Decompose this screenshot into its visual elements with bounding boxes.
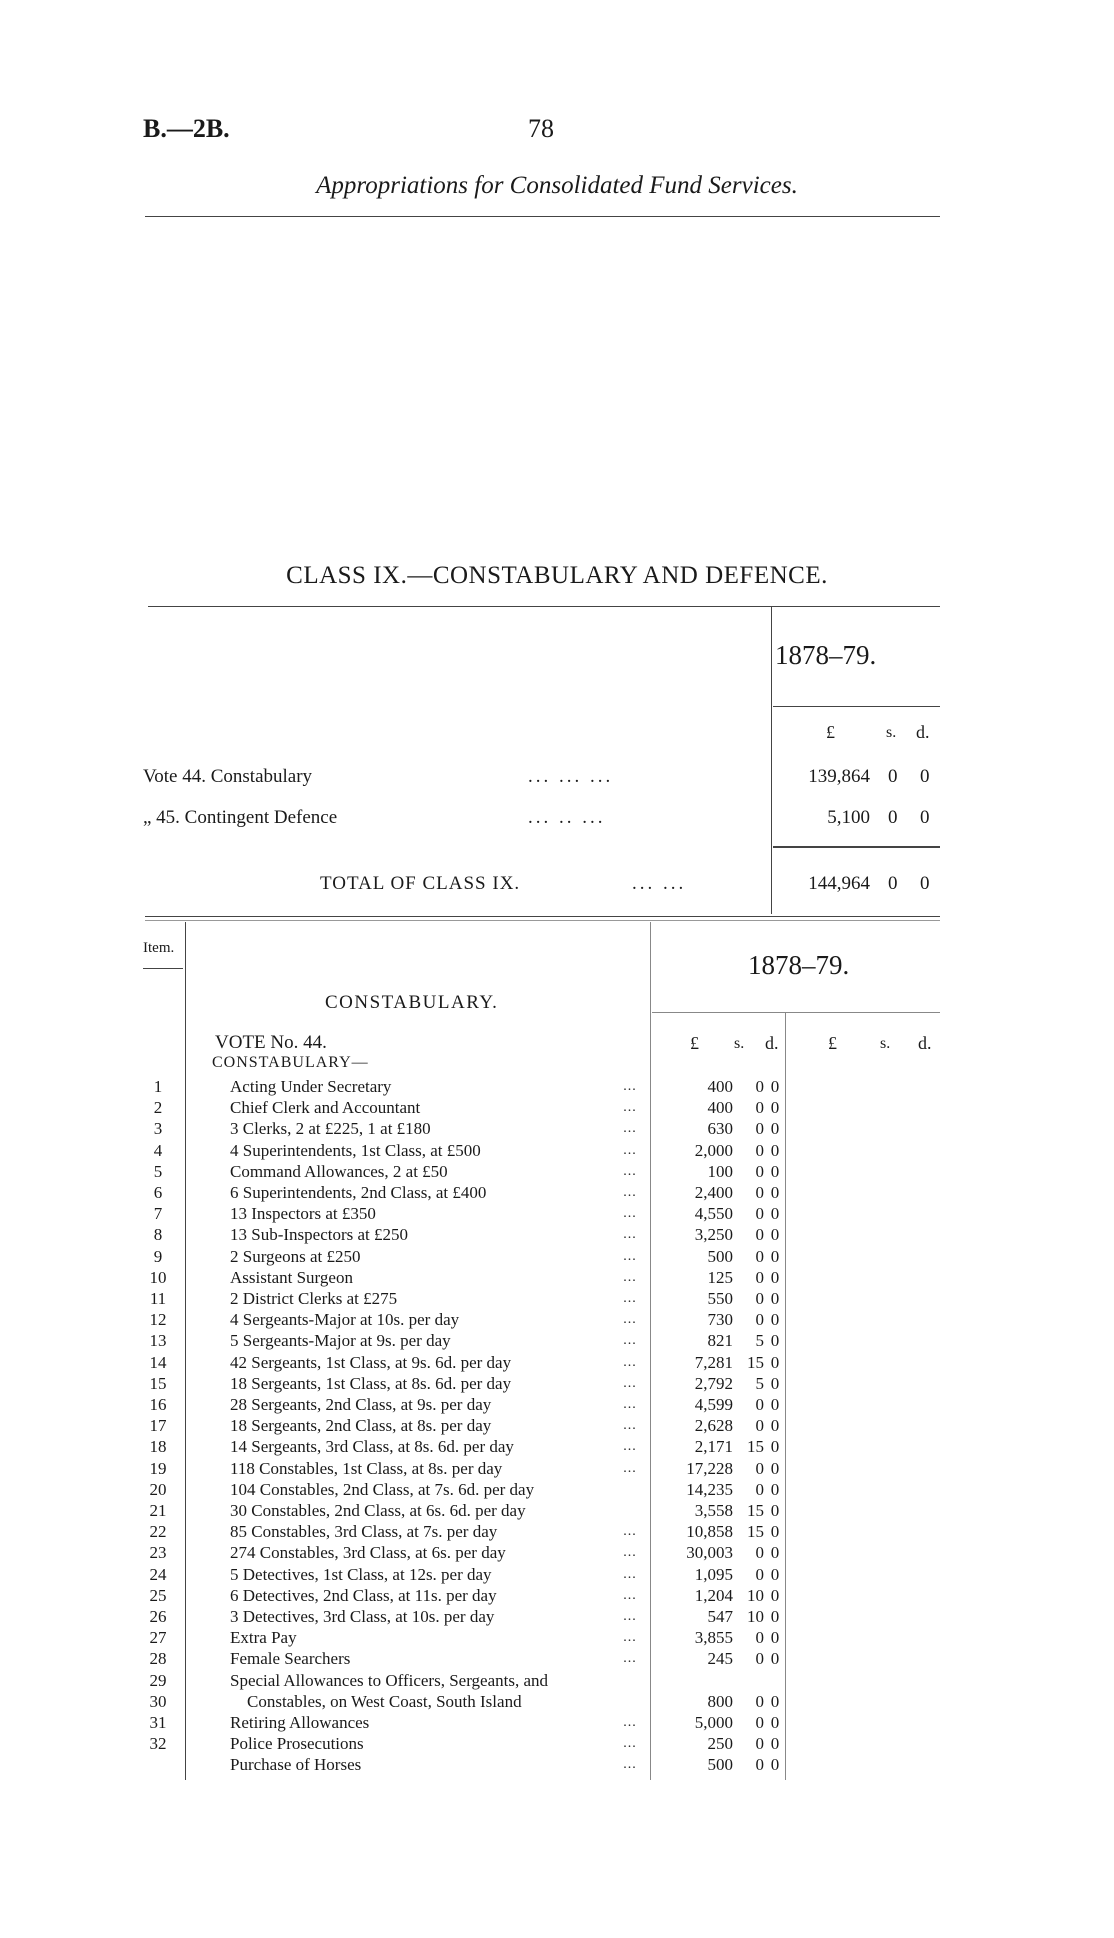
table-row — [0, 1606, 1114, 1627]
amount-shillings: 0 — [755, 1479, 764, 1499]
section-title: CONSTABULARY. — [325, 992, 499, 1013]
amount-shillings: 0 — [755, 1098, 764, 1118]
item-number: 12 — [149, 1310, 167, 1330]
detail-pounds-header-2: £ — [828, 1033, 837, 1053]
amount-shillings: 0 — [755, 1246, 764, 1266]
document-reference: B.—2B. — [143, 114, 230, 143]
amount-pounds: 2,400 — [694, 1183, 733, 1202]
amount-pence: 0 — [770, 1713, 780, 1732]
table-row — [0, 1479, 1114, 1500]
amount-pounds: 3,250 — [694, 1225, 733, 1245]
amount-shillings: 0 — [755, 1289, 764, 1308]
item-description: 4 Sergeants-Major at 10s. per day — [230, 1310, 460, 1330]
item-description: 13 Sub-Inspectors at £250 — [230, 1225, 409, 1245]
total-shillings: 0 — [888, 873, 898, 894]
item-number: 2 — [153, 1098, 163, 1118]
item-number: 10 — [149, 1267, 167, 1287]
table-row — [0, 1140, 1114, 1161]
amount-pounds: 800 — [707, 1691, 733, 1711]
item-number: 1 — [153, 1077, 163, 1096]
item-number: 20 — [149, 1479, 167, 1499]
summary-subtotal-rule — [773, 846, 940, 848]
amount-pounds: 1,204 — [694, 1585, 733, 1605]
dot-leader: ... — [623, 1715, 637, 1730]
summary-top-rule — [148, 606, 940, 607]
item-number: 5 — [153, 1161, 163, 1181]
detail-pence-header-2: d. — [918, 1033, 932, 1053]
table-row — [0, 1733, 1114, 1754]
amount-pence: 0 — [770, 1458, 780, 1478]
amount-pounds: 500 — [707, 1755, 733, 1775]
item-description: 3 Clerks, 2 at £225, 1 at £180 — [230, 1119, 431, 1139]
amount-pounds: 2,628 — [694, 1416, 733, 1436]
header-rule — [145, 216, 940, 217]
amount-pounds: 547 — [707, 1607, 733, 1626]
summary-row-label: Vote 44. Constabulary — [143, 766, 313, 787]
amount-shillings: 0 — [755, 1225, 764, 1245]
amount-pounds: 2,792 — [694, 1373, 733, 1393]
amount-pounds: 730 — [707, 1310, 733, 1330]
page-number: 78 — [528, 114, 554, 143]
amount-pence: 0 — [770, 1628, 780, 1648]
amount-pence: 0 — [770, 1077, 780, 1096]
item-number: 7 — [153, 1204, 163, 1224]
item-header-rule — [143, 968, 183, 969]
summary-row-shillings: 0 — [888, 807, 898, 828]
detail-pounds-header: £ — [690, 1033, 699, 1053]
amount-shillings: 0 — [755, 1310, 764, 1330]
table-row — [0, 1182, 1114, 1203]
item-description: Assistant Surgeon — [230, 1267, 353, 1287]
table-row — [0, 1118, 1114, 1139]
amount-pence: 0 — [770, 1225, 780, 1245]
dot-leader: ... — [623, 1227, 637, 1243]
dot-leader: ... — [623, 1651, 637, 1667]
item-description: 3 Detectives, 3rd Class, at 10s. per day — [230, 1607, 495, 1626]
item-description: Female Searchers — [230, 1649, 351, 1669]
amount-pounds: 2,171 — [694, 1437, 733, 1457]
table-row — [0, 1436, 1114, 1457]
table-row — [0, 1458, 1114, 1479]
dot-leader: ... — [623, 1185, 637, 1200]
amount-pence: 0 — [770, 1204, 780, 1224]
amount-shillings: 0 — [755, 1395, 764, 1414]
item-number: 27 — [149, 1628, 167, 1648]
total-pence: 0 — [920, 873, 930, 894]
total-leader: ... ... — [632, 873, 687, 894]
dot-leader: ... — [623, 1163, 637, 1179]
item-description: Special Allowances to Officers, Sergeants, and — [230, 1670, 549, 1690]
amount-pounds: 10,858 — [686, 1522, 733, 1542]
table-row — [0, 1267, 1114, 1288]
amount-pounds: 500 — [707, 1246, 733, 1266]
amount-pence: 0 — [770, 1755, 780, 1775]
summary-bottom-rule-2 — [145, 920, 940, 921]
dot-leader: ... — [623, 1269, 637, 1285]
amount-pence: 0 — [770, 1310, 780, 1330]
dot-leader: ... — [623, 1079, 637, 1094]
table-row — [0, 1097, 1114, 1118]
amount-shillings: 0 — [755, 1161, 764, 1181]
amount-pence: 0 — [770, 1119, 780, 1139]
item-number: 25 — [149, 1585, 167, 1605]
class-title: CLASS IX.—CONSTABULARY AND DEFENCE. — [286, 562, 828, 589]
amount-pounds: 30,003 — [686, 1543, 733, 1563]
table-row — [0, 1564, 1114, 1585]
amount-shillings: 0 — [755, 1204, 764, 1224]
amount-pence: 0 — [770, 1734, 780, 1754]
table-row — [0, 1627, 1114, 1648]
amount-pence: 0 — [770, 1416, 780, 1436]
item-description: Chief Clerk and Accountant — [230, 1098, 421, 1118]
item-number: 22 — [149, 1522, 167, 1542]
summary-row-leader: ... ... ... — [528, 766, 614, 787]
amount-shillings: 0 — [755, 1140, 764, 1160]
item-description: 2 Surgeons at £250 — [230, 1246, 361, 1266]
item-number: 16 — [149, 1395, 167, 1414]
summary-column-divider — [771, 606, 772, 914]
item-description: 30 Constables, 2nd Class, at 6s. 6d. per day — [230, 1501, 526, 1520]
item-number: 31 — [149, 1713, 167, 1732]
table-row — [0, 1754, 1114, 1775]
item-number: 11 — [149, 1289, 167, 1308]
dot-leader: ... — [623, 1397, 637, 1412]
amount-pounds: 7,281 — [694, 1352, 733, 1372]
amount-shillings: 10 — [747, 1585, 764, 1605]
amount-pence: 0 — [770, 1373, 780, 1393]
amount-pence: 0 — [770, 1564, 780, 1584]
amount-pounds: 125 — [707, 1267, 733, 1287]
amount-pounds: 821 — [707, 1331, 733, 1351]
item-number: 29 — [149, 1670, 167, 1690]
item-number: 23 — [149, 1543, 167, 1563]
summary-row-pounds: 5,100 — [827, 807, 870, 828]
summary-row-pounds: 139,864 — [808, 766, 870, 787]
amount-shillings: 0 — [755, 1713, 764, 1732]
detail-shillings-header-2: s. — [880, 1035, 891, 1052]
summary-year-rule — [773, 706, 940, 707]
amount-pounds: 630 — [707, 1119, 733, 1139]
amount-pounds: 400 — [707, 1098, 733, 1118]
amount-shillings: 0 — [755, 1458, 764, 1478]
amount-pence: 0 — [770, 1395, 780, 1414]
amount-pence: 0 — [770, 1501, 780, 1520]
dot-leader: ... — [623, 1291, 637, 1306]
item-description: 4 Superintendents, 1st Class, at £500 — [230, 1140, 481, 1160]
table-row — [0, 1309, 1114, 1330]
dot-leader: ... — [623, 1206, 637, 1222]
amount-pounds: 4,550 — [694, 1204, 733, 1224]
summary-row-label: „ 45. Contingent Defence — [143, 807, 338, 828]
item-number: 4 — [153, 1140, 163, 1160]
dot-leader: ... — [623, 1333, 637, 1349]
table-row — [0, 1161, 1114, 1182]
amount-shillings: 0 — [755, 1119, 764, 1139]
detail-pence-header: d. — [765, 1033, 779, 1053]
amount-shillings: 15 — [747, 1522, 764, 1542]
amount-pence: 0 — [770, 1183, 780, 1202]
amount-pounds: 4,599 — [694, 1395, 733, 1414]
detail-year: 1878–79. — [748, 950, 850, 980]
dot-leader: ... — [623, 1460, 637, 1476]
summary-row-pence: 0 — [920, 807, 930, 828]
vote-heading: VOTE No. 44. — [215, 1032, 327, 1053]
item-number: 8 — [153, 1225, 163, 1245]
table-row — [0, 1670, 1114, 1691]
summary-row-leader: ... .. ... — [528, 807, 606, 828]
item-description: Constables, on West Coast, South Island — [230, 1691, 522, 1711]
dot-leader: ... — [623, 1142, 637, 1158]
dot-leader: ... — [623, 1545, 637, 1561]
summary-bottom-rule — [145, 916, 940, 917]
item-description: 13 Inspectors at £350 — [230, 1204, 376, 1224]
item-description: Police Prosecutions — [230, 1734, 364, 1754]
amount-pence: 0 — [770, 1331, 780, 1351]
amount-pounds: 3,558 — [694, 1501, 733, 1520]
table-row — [0, 1500, 1114, 1521]
item-description: 85 Constables, 3rd Class, at 7s. per day — [230, 1522, 498, 1542]
amount-pounds: 250 — [707, 1734, 733, 1754]
dot-leader: ... — [623, 1312, 637, 1328]
amount-pence: 0 — [770, 1352, 780, 1372]
item-description: Purchase of Horses — [230, 1755, 362, 1775]
amount-pounds: 1,095 — [694, 1564, 733, 1584]
item-description: 2 District Clerks at £275 — [230, 1289, 398, 1308]
amount-shillings: 0 — [755, 1734, 764, 1754]
amount-pence: 0 — [770, 1267, 780, 1287]
amount-shillings: 0 — [755, 1755, 764, 1775]
item-description: 274 Constables, 3rd Class, at 6s. per day — [230, 1543, 506, 1563]
summary-row-shillings: 0 — [888, 766, 898, 787]
item-description: 42 Sergeants, 1st Class, at 9s. 6d. per day — [230, 1352, 512, 1372]
item-column-header: Item. — [143, 940, 175, 956]
dot-leader: ... — [623, 1757, 637, 1773]
amount-shillings: 15 — [747, 1437, 764, 1457]
table-row — [0, 1415, 1114, 1436]
dot-leader: ... — [623, 1248, 637, 1264]
item-description: 18 Sergeants, 1st Class, at 8s. 6d. per day — [230, 1373, 512, 1393]
item-number: 24 — [149, 1564, 167, 1584]
item-number: 21 — [149, 1501, 167, 1520]
item-number: 13 — [149, 1331, 167, 1351]
amount-pence: 0 — [770, 1246, 780, 1266]
amount-pounds: 17,228 — [686, 1458, 733, 1478]
amount-pence: 0 — [770, 1585, 780, 1605]
summary-year: 1878–79. — [775, 640, 877, 670]
amount-pence: 0 — [770, 1437, 780, 1457]
item-number: 3 — [153, 1119, 163, 1139]
amount-shillings: 10 — [747, 1607, 764, 1626]
amount-pounds: 245 — [707, 1649, 733, 1669]
amount-pounds: 14,235 — [686, 1479, 733, 1499]
item-description: 28 Sergeants, 2nd Class, at 9s. per day — [230, 1395, 492, 1414]
item-number: 32 — [149, 1734, 167, 1754]
dot-leader: ... — [623, 1418, 637, 1434]
table-row — [0, 1352, 1114, 1373]
amount-pence: 0 — [770, 1098, 780, 1118]
item-description: 6 Detectives, 2nd Class, at 11s. per day — [230, 1585, 497, 1605]
summary-pounds-header: £ — [826, 722, 835, 742]
dot-leader: ... — [623, 1354, 637, 1370]
item-description: 18 Sergeants, 2nd Class, at 8s. per day — [230, 1416, 492, 1436]
amount-pounds: 400 — [707, 1077, 733, 1096]
detail-year-rule — [652, 1012, 940, 1013]
amount-shillings: 0 — [755, 1077, 764, 1096]
item-description: 104 Constables, 2nd Class, at 7s. 6d. per day — [230, 1479, 535, 1499]
amount-shillings: 0 — [755, 1628, 764, 1648]
dot-leader: ... — [623, 1587, 637, 1603]
item-description: Retiring Allowances — [230, 1713, 370, 1732]
amount-pence: 0 — [770, 1161, 780, 1181]
amount-shillings: 0 — [755, 1649, 764, 1669]
table-row — [0, 1076, 1114, 1097]
amount-shillings: 15 — [747, 1352, 764, 1372]
amount-pence: 0 — [770, 1649, 780, 1669]
amount-pence: 0 — [770, 1607, 780, 1626]
amount-shillings: 0 — [755, 1183, 764, 1202]
table-row — [0, 1585, 1114, 1606]
dot-leader: ... — [623, 1609, 637, 1624]
amount-shillings: 5 — [755, 1331, 764, 1351]
amount-shillings: 0 — [755, 1564, 764, 1584]
amount-shillings: 0 — [755, 1691, 764, 1711]
table-row — [0, 1288, 1114, 1309]
item-description: Extra Pay — [230, 1628, 297, 1648]
item-description: 5 Sergeants-Major at 9s. per day — [230, 1331, 451, 1351]
dot-leader: ... — [623, 1439, 637, 1455]
item-description: Command Allowances, 2 at £50 — [230, 1161, 448, 1181]
amount-shillings: 0 — [755, 1267, 764, 1287]
item-number: 14 — [149, 1352, 167, 1372]
table-row — [0, 1712, 1114, 1733]
dot-leader: ... — [623, 1630, 637, 1646]
item-description: 5 Detectives, 1st Class, at 12s. per day — [230, 1564, 492, 1584]
amount-pounds: 3,855 — [694, 1628, 733, 1648]
item-number: 30 — [149, 1691, 167, 1711]
item-description: Acting Under Secretary — [230, 1077, 392, 1096]
amount-shillings: 0 — [755, 1416, 764, 1436]
summary-pence-header: d. — [916, 722, 930, 742]
item-number: 15 — [149, 1373, 167, 1393]
amount-pounds: 100 — [707, 1161, 733, 1181]
dot-leader: ... — [623, 1524, 637, 1540]
amount-pence: 0 — [770, 1289, 780, 1308]
dot-leader: ... — [623, 1100, 637, 1116]
table-row — [0, 1542, 1114, 1563]
table-row — [0, 1394, 1114, 1415]
item-number: 18 — [149, 1437, 167, 1457]
item-number: 19 — [149, 1458, 167, 1478]
table-row — [0, 1691, 1114, 1712]
summary-shillings-header: s. — [886, 724, 897, 741]
dot-leader: ... — [623, 1375, 637, 1391]
dot-leader: ... — [623, 1736, 637, 1752]
amount-pounds: 2,000 — [694, 1140, 733, 1160]
item-number: 26 — [149, 1607, 167, 1626]
amount-shillings: 15 — [747, 1501, 764, 1520]
amount-shillings: 0 — [755, 1543, 764, 1563]
item-description: 14 Sergeants, 3rd Class, at 8s. 6d. per day — [230, 1437, 514, 1457]
item-number: 28 — [149, 1649, 167, 1669]
dot-leader: ... — [623, 1566, 637, 1582]
item-number: 17 — [149, 1416, 167, 1436]
amount-pence: 0 — [770, 1140, 780, 1160]
item-number: 9 — [153, 1246, 163, 1266]
table-row — [0, 1203, 1114, 1224]
amount-pence: 0 — [770, 1543, 780, 1563]
item-description: 6 Superintendents, 2nd Class, at £400 — [230, 1183, 487, 1202]
amount-pence: 0 — [770, 1691, 780, 1711]
table-row — [0, 1648, 1114, 1669]
item-description: 118 Constables, 1st Class, at 8s. per day — [230, 1458, 503, 1478]
table-row — [0, 1373, 1114, 1394]
dot-leader: ... — [623, 1121, 637, 1137]
vote-subheading: CONSTABULARY— — [212, 1054, 369, 1071]
amount-shillings: 5 — [755, 1373, 764, 1393]
table-row — [0, 1330, 1114, 1351]
amount-pounds: 550 — [707, 1289, 733, 1308]
item-number: 6 — [153, 1183, 163, 1202]
table-row — [0, 1224, 1114, 1245]
summary-row-pence: 0 — [920, 766, 930, 787]
total-pounds: 144,964 — [808, 873, 870, 894]
page-title: Appropriations for Consolidated Fund Services. — [316, 172, 798, 199]
detail-shillings-header: s. — [734, 1035, 745, 1052]
table-row — [0, 1246, 1114, 1267]
table-row — [0, 1521, 1114, 1542]
amount-pounds: 5,000 — [694, 1713, 733, 1732]
amount-pence: 0 — [770, 1522, 780, 1542]
amount-pence: 0 — [770, 1479, 780, 1499]
total-label: TOTAL OF CLASS IX. — [320, 873, 521, 894]
